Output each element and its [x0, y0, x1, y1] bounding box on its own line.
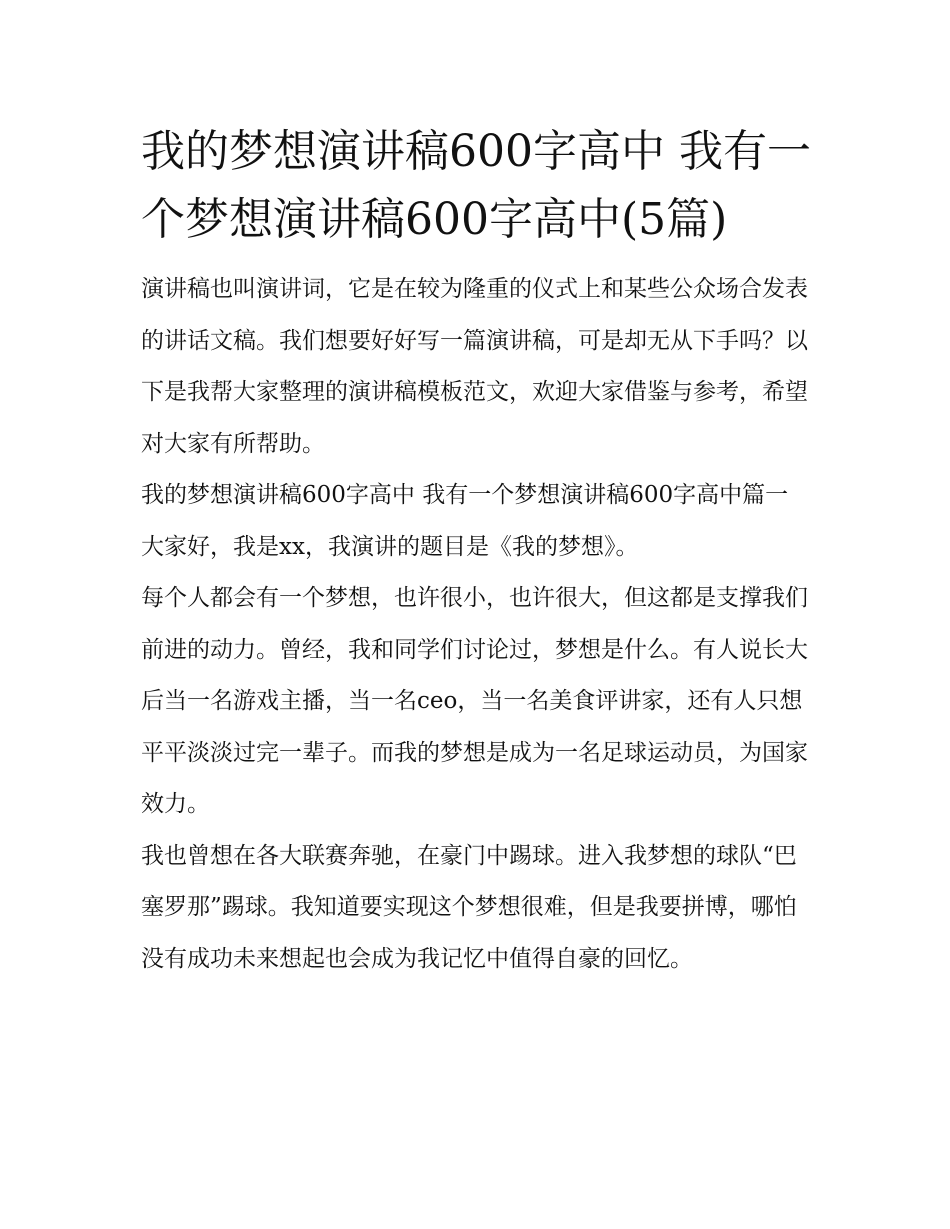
document-body [141, 118, 813, 985]
paragraph-dream: 每个人都会有一个梦想，也许很小，也许很大，但这都是支撑我们前进的动力。曾经，我和同学们讨论过，梦想是什么。有人说长大后当一名游戏主播，当一名ceo，当一名美食评讲家，还有人只想平平淡淡过完一辈子。而我的梦想是成为一名足球运动员，为国家效力。 [141, 585, 808, 817]
paragraph-football: 我也曾想在各大联赛奔驰，在豪门中踢球。进入我梦想的球队“巴塞罗那”踢球。我知道要实现这个梦想很难，但是我要拼博，哪怕没有成功未来想起也会成为我记忆中值得自豪的回忆。 [141, 842, 797, 972]
paragraph-heading-line: 我的梦想演讲稿600字高中 我有一个梦想演讲稿600字高中篇一 大家好，我是xx，我演讲的题目是《我的梦想》。 [141, 482, 789, 560]
document-title: 我的梦想演讲稿600字高中 我有一个梦想演讲稿600字高中(5篇) [141, 126, 811, 245]
paragraph-intro: 演讲稿也叫演讲词，它是在较为隆重的仪式上和某些公众场合发表的讲话文稿。我们想要好好写一篇演讲稿，可是却无从下手吗？以下是我帮大家整理的演讲稿模板范文，欢迎大家借鉴与参考，希望对大家有所帮助。 [141, 276, 808, 457]
